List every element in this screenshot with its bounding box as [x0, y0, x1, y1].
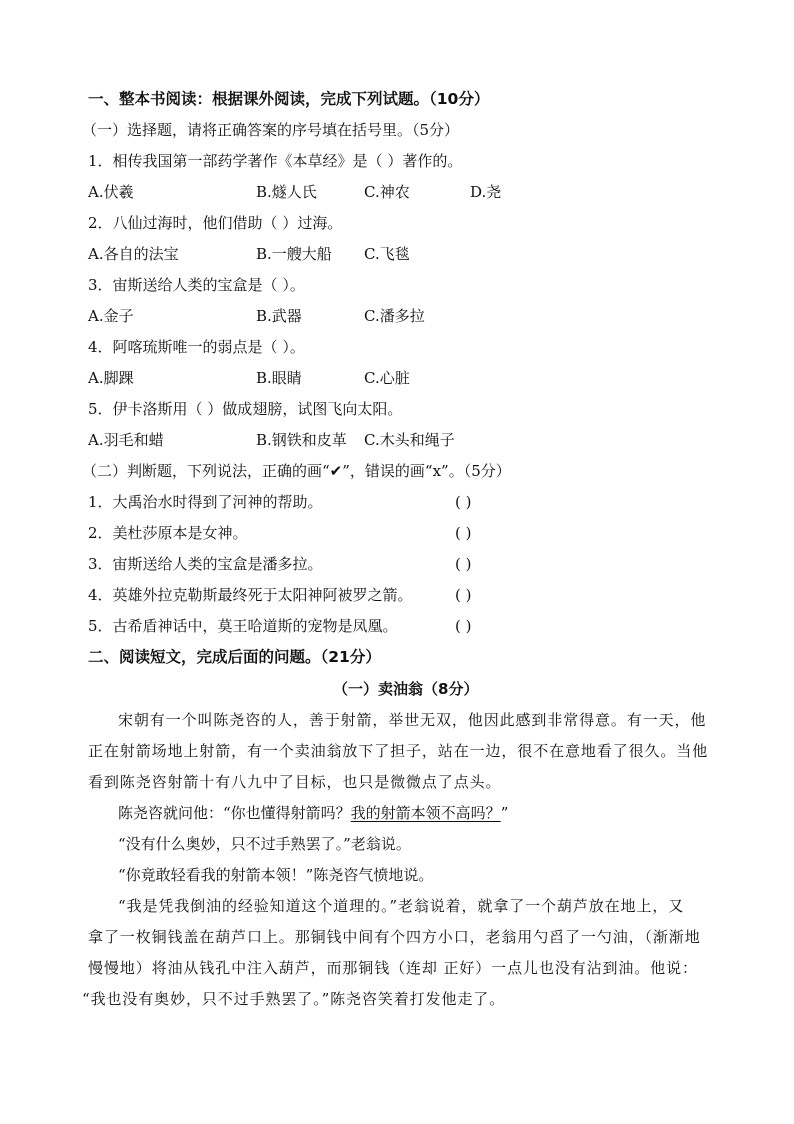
- passage-p5-line-4: “我也没有奥妙，只不过手熟罢了。”陈尧咨笑着打发他走了。: [82, 990, 506, 1008]
- q4-option-b: B.眼睛: [256, 369, 302, 387]
- section-two-heading: 二、阅读短文，完成后面的问题。（21分）: [88, 648, 381, 666]
- question-2: 2．八仙过海时，他们借助（ ）过海。: [88, 214, 343, 232]
- judgement-1: 1．大禹治水时得到了河神的帮助。: [88, 493, 323, 511]
- q3-option-b: B.武器: [256, 307, 302, 325]
- judgement-3: 3．宙斯送给人类的宝盒是潘多拉。: [88, 555, 323, 573]
- q2-option-a: A.各自的法宝: [88, 245, 179, 263]
- passage-p1-line-2: 正在射箭场地上射箭，有一个卖油翁放下了担子，站在一边，很不在意地看了很久。当他: [88, 742, 709, 760]
- question-5: 5．伊卡洛斯用（ ）做成翅膀，试图飞向太阳。: [88, 400, 403, 418]
- passage-p3: “没有什么奥妙，只不过手熟罢了。”老翁说。: [118, 835, 411, 853]
- passage-p2-suffix: ”: [500, 804, 509, 822]
- q2-option-c: C.飞毯: [364, 245, 410, 263]
- passage-p5-line-1: “我是凭我倒油的经验知道这个道理的。”老翁说着，就拿了一个葫芦放在地上，又: [118, 897, 685, 915]
- question-3: 3．宙斯送给人类的宝盒是（ ）。: [88, 276, 305, 294]
- q1-option-d: D.尧: [470, 183, 502, 201]
- judgement-5-answer-blank[interactable]: ( ): [455, 617, 472, 635]
- q3-option-c: C.潘多拉: [364, 307, 425, 325]
- judgement-4: 4．英雄外拉克勒斯最终死于太阳神阿被罗之箭。: [88, 586, 413, 604]
- question-1: 1．相传我国第一部药学著作《本草经》是（ ）著作的。: [88, 152, 463, 170]
- q5-option-a: A.羽毛和蜡: [88, 431, 164, 449]
- passage-p4: “你竟敢轻看我的射箭本领！”陈尧咨气愤地说。: [118, 866, 434, 884]
- q5-option-c: C.木头和绳子: [364, 431, 455, 449]
- passage-title: （一）卖油翁（8分）: [333, 680, 479, 698]
- judgement-3-answer-blank[interactable]: ( ): [455, 555, 472, 573]
- judgement-4-answer-blank[interactable]: ( ): [455, 586, 472, 604]
- choice-section-header: （一）选择题，请将正确答案的序号填在括号里。（5分）: [82, 121, 460, 139]
- judge-section-header: （二）判断题，下列说法，正确的画“✔”，错误的画“x”。（5分）: [82, 462, 511, 480]
- q2-option-b: B.一艘大船: [256, 245, 332, 263]
- q3-option-a: A.金子: [88, 307, 134, 325]
- passage-p2: [118, 803, 508, 823]
- passage-p5-line-2: 拿了一枚铜钱盖在葫芦口上。那铜钱中间有个四方小口，老翁用勺舀了一勺油，（渐渐地: [88, 928, 701, 946]
- q4-option-a: A.脚踝: [88, 369, 134, 387]
- q1-option-b: B.燧人氏: [256, 183, 317, 201]
- section-one-heading: 一、整本书阅读：根据课外阅读，完成下列试题。（10分）: [88, 90, 490, 108]
- judgement-2: 2．美杜莎原本是女神。: [88, 524, 248, 542]
- passage-p2-underlined-sentence: 我的射箭本领不高吗？: [350, 804, 501, 822]
- question-4: 4．阿喀琉斯唯一的弱点是（ ）。: [88, 338, 305, 356]
- judgement-5: 5．古希盾神话中，莫王哈道斯的宠物是凤凰。: [88, 617, 398, 635]
- judgement-1-answer-blank[interactable]: ( ): [455, 493, 472, 511]
- passage-p1-line-3: 看到陈尧咨射箭十有八九中了目标，也只是微微点了点头。: [88, 773, 502, 791]
- passage-p1-line-1: 宋朝有一个叫陈尧咨的人，善于射箭，举世无双，他因此感到非常得意。有一天，他: [118, 711, 707, 729]
- passage-p5-line-3: 慢慢地）将油从钱孔中注入葫芦，而那铜钱（连却 正好）一点儿也没有沾到油。他说：: [88, 959, 698, 977]
- q5-option-b: B.钢铁和皮革: [256, 431, 347, 449]
- q1-option-c: C.神农: [364, 183, 410, 201]
- q4-option-c: C.心脏: [364, 369, 410, 387]
- judgement-2-answer-blank[interactable]: ( ): [455, 524, 472, 542]
- q1-option-a: A.伏羲: [88, 183, 134, 201]
- passage-p2-prefix: 陈尧咨就问他：“你也懂得射箭吗？: [118, 804, 351, 822]
